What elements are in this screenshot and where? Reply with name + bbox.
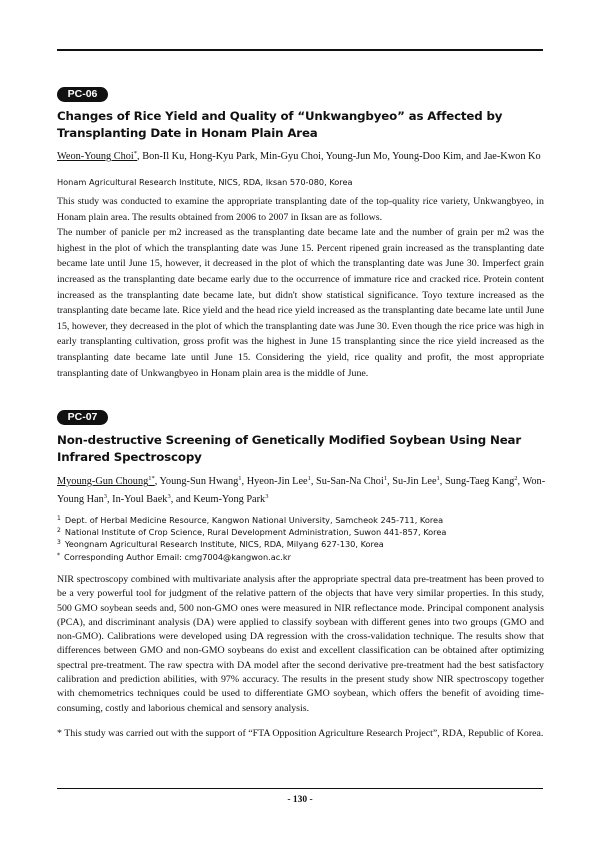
author-name: Su-Jin Lee$^1$	[392, 475, 440, 487]
abstract-body-pc07: NIR spectroscopy combined with multivariate analysis after the appropriate spectral data pre-treatment has been proved to be a very powerful tool for judgment of the relative pattern of the objects that have very similar properties. In this study, 500 GMO soybean seeds and, 500 non-GMO ones were measured in NIR reflectance mode. Principal component analysis (PCA), and discriminant analysis (DA) were applied to classify soybean with different genes into two groups (GMO and non-GMO). Calibrations were developed using DA regression with the cross-validation technique. The results show that differences between GMO and non-GMO soybeans do exist and excellent classification can be obtained after optimizing spectral pre-treatment. The raw spectra with DA model after the second derivative pre-treatment had the best satisfactory calibration and prediction abilities, with 97% accuracy. The results in the present study show NIR spectroscopy together with chemometrics techniques could be used to differentiate GMO soybean, which offers the benefit of avoiding time-consuming, costly and laborious chemical and sensory analysis.	[57, 574, 544, 714]
author-name: Keum-Yong Park$^3$	[193, 493, 269, 505]
author-name: In-Youl Baek$^3$	[112, 493, 171, 505]
abstract-tag-pc06: PC-06	[57, 87, 108, 102]
author-name: Su-San-Na Choi$^1$	[316, 475, 388, 487]
abstract-paragraph: The number of panicle per m2 increased as the transplanting date became late and the number of grain per m2 was the highest in the plot of which the transplanting date was June 15. Percent ripened grain increased as the transplanting date became late until June 15, however, it decreased in the plot of which the transplanting date was June 30. Imperfect grain increased as the transplanting date became early due to the occurrence of immature rice and cracked rice. Protein content increased as the transplanting date became late, but didn't show statistical significance. Toyo texture increased as the transplanting date became late. Rice yield and the head rice yield increased as the transplanting date became late until June 15, however, they decreased in the plot of which the transplanting date was June 30. Even though the rice price was high in early transplanting cultivation, gross profit was the highest in June 15 transplanting since the rice yield increased as the transplanting date became late until June 15. Considering the yield, rice quality and profit, the most appropriate transplanting date of Unkwangbyeo in Honam plain area is the middle of June.	[57, 227, 544, 379]
abstract-tag-pc07: PC-07	[57, 410, 108, 425]
author-name: Young-Sun Hwang$^1$	[159, 475, 242, 487]
affiliation-line: $^1$ Dept. of Herbal Medicine Resource, Kangwon National University, Samcheok 245-711, Korea	[57, 515, 444, 525]
affiliation-line: $^3$ Yeongnam Agricultural Research Institute, NICS, RDA, Milyang 627-130, Korea	[57, 539, 384, 550]
affiliation-line: $^2$ National Institute of Crop Science, Rural Development Administration, Suwon 441-857, Korea	[57, 527, 447, 538]
author-list-pc07: Myoung-Gun Choung$^{1*}$, Young-Sun Hwang$^1$, Hyeon-Jin Lee$^1$, Su-San-Na Choi$^1$, Su-Jin Lee$^1$, Sung-Taeg Kang$^2$, Won-Young Han$^3$, In-Youl Baek$^3$, and Keum-Yong Park$^3$	[57, 475, 546, 505]
header-rule	[57, 49, 543, 51]
author-name: Won-Young Han$^3$	[57, 476, 546, 505]
author-name: Sung-Taeg Kang$^2$	[444, 475, 518, 487]
abstract-paragraph: This study was conducted to examine the appropriate transplanting date of the top-quality rice variety, Unkwangbyeo, in Honam plain area. The results obtained from 2006 to 2007 in Iksan are as follows.	[57, 196, 544, 223]
abstract-title-pc07: Non-destructive Screening of Genetically Modified Soybean Using Near Infrared Spectroscopy	[57, 433, 522, 464]
footer-rule	[57, 788, 543, 789]
abstract-body-pc06	[57, 194, 544, 381]
author-list-pc06: Weon-Young Choi*, Bon-Il Ku, Hong-Kyu Park, Min-Gyu Choi, Young-Jun Mo, Young-Doo Kim, and Jae-Kwon Ko	[57, 150, 541, 162]
affiliation-pc06: Honam Agricultural Research Institute, NICS, RDA, Iksan 570-080, Korea	[57, 177, 353, 187]
funding-footnote: * This study was carried out with the support of “FTA Opposition Agriculture Research Project”, RDA, Republic of Korea.	[57, 728, 544, 739]
author-name: Myoung-Gun Choung$^{1*}$	[57, 475, 155, 487]
first-author: Weon-Young Choi*	[57, 150, 138, 162]
affiliation-line: * Corresponding Author Email: cmg7004@kangwon.ac.kr	[57, 551, 291, 562]
author-name: Hyeon-Jin Lee$^1$	[246, 475, 311, 487]
page-number: - 130 -	[287, 795, 313, 805]
abstract-title-pc06: Changes of Rice Yield and Quality of “Unkwangbyeo” as Affected by Transplanting Date in Honam Plain Area	[57, 109, 503, 140]
affiliation-list-pc07	[57, 514, 547, 563]
